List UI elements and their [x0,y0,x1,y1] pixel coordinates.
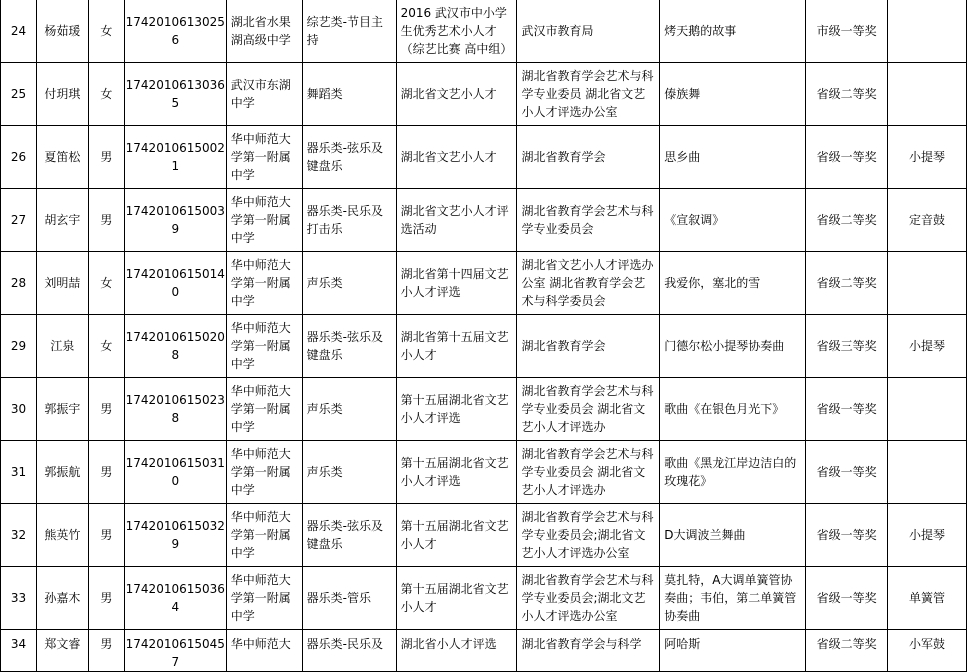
instrument: 小提琴 [888,315,967,378]
row-number: 31 [1,441,37,504]
row-number: 24 [1,0,37,63]
category: 器乐类-管乐 [302,567,396,630]
instrument [888,63,967,126]
table-row [1,252,967,315]
table-row [1,126,967,189]
work-title: 我爱你，塞北的雪 [660,252,806,315]
instrument: 小提琴 [888,504,967,567]
category: 声乐类 [302,441,396,504]
work-title: 阿哈斯 [660,630,806,672]
competition-name: 湖北省小人才评选 [396,630,517,672]
student-name: 付玥琪 [36,63,88,126]
table-row [1,630,967,672]
student-gender: 男 [88,504,124,567]
school-name: 华中师范大学第一附属中学 [226,567,302,630]
organizer: 湖北省教育学会艺术与科学专业委员会 [517,189,660,252]
instrument [888,378,967,441]
work-title: 傣族舞 [660,63,806,126]
instrument [888,252,967,315]
student-name: 夏笛松 [36,126,88,189]
award-level: 省级二等奖 [806,252,888,315]
student-name: 刘明喆 [36,252,88,315]
competition-name: 湖北省文艺小人才评选活动 [396,189,517,252]
work-title: 歌曲《黑龙江岸边洁白的玫瑰花》 [660,441,806,504]
row-number: 28 [1,252,37,315]
table-row [1,567,967,630]
work-title: 莫扎特，A大调单簧管协奏曲；韦伯，第二单簧管协奏曲 [660,567,806,630]
organizer: 湖北省教育学会艺术与科学专业委员 湖北省文艺小人才评选办公室 [517,63,660,126]
category: 器乐类-民乐及打击乐 [302,189,396,252]
row-number: 27 [1,189,37,252]
student-id: 17420106150364 [124,567,226,630]
organizer: 湖北省教育学会与科学 [517,630,660,672]
table-row [1,63,967,126]
organizer: 湖北省教育学会 [517,126,660,189]
student-id: 17420106150238 [124,378,226,441]
award-level: 省级二等奖 [806,630,888,672]
student-gender: 男 [88,378,124,441]
work-title: 烤天鹅的故事 [660,0,806,63]
table-row [1,378,967,441]
award-level: 省级二等奖 [806,63,888,126]
school-name: 华中师范大学第一附属中学 [226,504,302,567]
student-gender: 女 [88,252,124,315]
award-level: 省级一等奖 [806,504,888,567]
competition-name: 湖北省第十五届文艺小人才 [396,315,517,378]
student-id: 17420106130365 [124,63,226,126]
work-title: 思乡曲 [660,126,806,189]
award-level: 省级二等奖 [806,189,888,252]
student-gender: 女 [88,63,124,126]
school-name: 华中师范大学第一附属中学 [226,378,302,441]
table-row [1,441,967,504]
student-name: 杨茹瑗 [36,0,88,63]
table-row [1,315,967,378]
student-id: 17420106150039 [124,189,226,252]
category: 声乐类 [302,252,396,315]
student-id: 17420106150140 [124,252,226,315]
student-id: 17420106130256 [124,0,226,63]
work-title: 歌曲《在银色月光下》 [660,378,806,441]
award-level: 省级一等奖 [806,441,888,504]
school-name: 华中师范大学第一附属中学 [226,441,302,504]
student-name: 胡玄宇 [36,189,88,252]
student-gender: 女 [88,315,124,378]
school-name: 华中师范大学第一附属中学 [226,315,302,378]
category: 声乐类 [302,378,396,441]
category: 舞蹈类 [302,63,396,126]
student-gender: 女 [88,0,124,63]
school-name: 华中师范大学第一附属中学 [226,126,302,189]
organizer: 湖北省教育学会艺术与科学专业委员会 湖北省文艺小人才评选办 [517,378,660,441]
competition-name: 第十五届湖北省文艺小人才评选 [396,441,517,504]
row-number: 34 [1,630,37,672]
category: 综艺类-节目主持 [302,0,396,63]
work-title: D大调波兰舞曲 [660,504,806,567]
organizer: 武汉市教育局 [517,0,660,63]
row-number: 32 [1,504,37,567]
row-number: 30 [1,378,37,441]
student-gender: 男 [88,441,124,504]
student-name: 孙嘉木 [36,567,88,630]
school-name: 湖北省水果湖高级中学 [226,0,302,63]
student-id: 17420106150310 [124,441,226,504]
organizer: 湖北省教育学会艺术与科学专业委员会;湖北省文艺小人才评选办公室 [517,504,660,567]
award-level: 省级一等奖 [806,126,888,189]
competition-name: 湖北省文艺小人才 [396,63,517,126]
row-number: 33 [1,567,37,630]
school-name: 武汉市东湖中学 [226,63,302,126]
instrument: 单簧管 [888,567,967,630]
work-title: 《宣叙调》 [660,189,806,252]
award-level: 省级三等奖 [806,315,888,378]
student-name: 江泉 [36,315,88,378]
competition-name: 湖北省第十四届文艺小人才评选 [396,252,517,315]
student-name: 郑文睿 [36,630,88,672]
student-id: 17420106150457 [124,630,226,672]
work-title: 门德尔松小提琴协奏曲 [660,315,806,378]
organizer: 湖北省教育学会艺术与科学专业委员会;湖北文艺小人才评选办公室 [517,567,660,630]
row-number: 26 [1,126,37,189]
category: 器乐类-弦乐及键盘乐 [302,504,396,567]
award-level: 市级一等奖 [806,0,888,63]
instrument: 小提琴 [888,126,967,189]
school-name: 华中师范大学第一附属中学 [226,189,302,252]
instrument [888,0,967,63]
category: 器乐类-民乐及 [302,630,396,672]
award-level: 省级一等奖 [806,567,888,630]
student-gender: 男 [88,126,124,189]
student-id: 17420106150329 [124,504,226,567]
organizer: 湖北省教育学会艺术与科学专业委员会 湖北省文艺小人才评选办 [517,441,660,504]
organizer: 湖北省文艺小人才评选办公室 湖北省教育学会艺术与科学委员会 [517,252,660,315]
student-gender: 男 [88,189,124,252]
competition-name: 第十五届湖北省文艺小人才评选 [396,378,517,441]
table-row [1,189,967,252]
student-gender: 男 [88,567,124,630]
row-number: 25 [1,63,37,126]
table-row [1,0,967,63]
category: 器乐类-弦乐及键盘乐 [302,126,396,189]
student-gender: 男 [88,630,124,672]
student-name: 熊英竹 [36,504,88,567]
instrument: 小军鼓 [888,630,967,672]
competition-name: 第十五届湖北省文艺小人才 [396,567,517,630]
instrument [888,441,967,504]
table-body [1,0,967,672]
competition-name: 第十五届湖北省文艺小人才 [396,504,517,567]
row-number: 29 [1,315,37,378]
student-id: 17420106150208 [124,315,226,378]
student-id: 17420106150021 [124,126,226,189]
competition-name: 2016 武汉市中小学生优秀艺术小人才（综艺比赛 高中组） [396,0,517,63]
student-name: 郭振航 [36,441,88,504]
school-name: 华中师范大 [226,630,302,672]
award-level: 省级一等奖 [806,378,888,441]
competition-name: 湖北省文艺小人才 [396,126,517,189]
school-name: 华中师范大学第一附属中学 [226,252,302,315]
instrument: 定音鼓 [888,189,967,252]
category: 器乐类-弦乐及键盘乐 [302,315,396,378]
organizer: 湖北省教育学会 [517,315,660,378]
table-row [1,504,967,567]
student-name: 郭振宇 [36,378,88,441]
